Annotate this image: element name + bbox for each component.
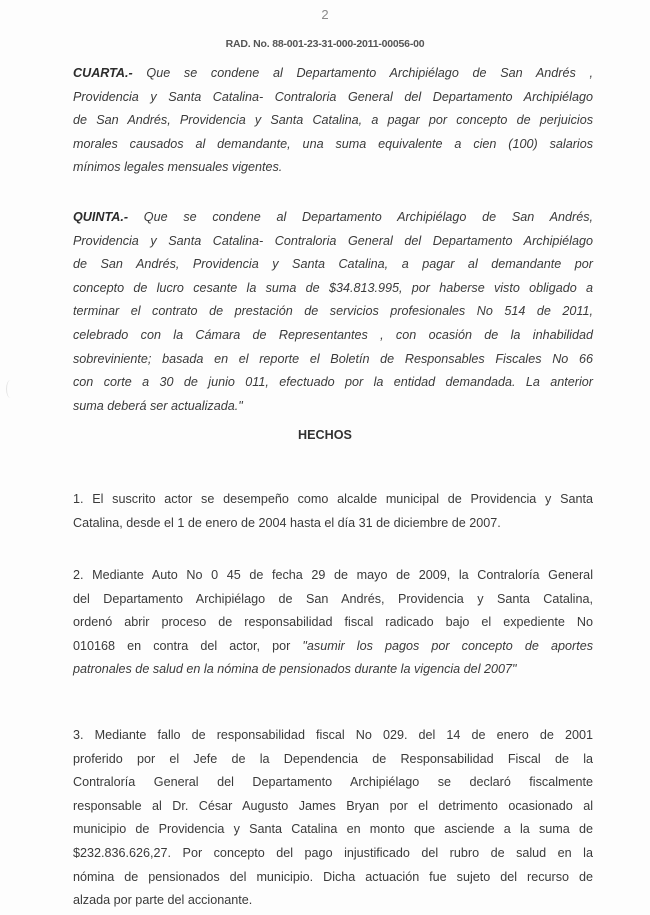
text-line: proferido por el Jefe de la Dependencia de Responsabilidad Fiscal de la xyxy=(73,751,593,766)
text-line: concepto de lucro cesante la suma de $34.813.995, por haberse visto obligado a xyxy=(73,280,593,295)
section-heading-hechos: HECHOS xyxy=(298,428,352,442)
text-line: de San Andrés, Providencia y Santa Catalina, a pagar al demandante por xyxy=(73,257,593,272)
text-line: suma deberá ser actualizada." xyxy=(73,398,243,413)
text-line: alzada por parte del accionante. xyxy=(73,893,253,908)
text-line: Providencia y Santa Catalina- Contraloria General del Departamento Archipiélago xyxy=(73,233,593,248)
pretension-label: CUARTA.- xyxy=(73,66,133,80)
text-line: 1. El suscrito actor se desempeño como alcalde municipal de Providencia y Santa xyxy=(73,492,593,506)
text-line: ordenó abrir proceso de responsabilidad fiscal radicado bajo el expediente No xyxy=(73,615,593,630)
pretension-cuarta xyxy=(73,62,593,180)
quoted-text: "asumir los pagos por concepto de aportes xyxy=(302,638,593,653)
text-line: CUARTA.- Que se condene al Departamento Archipiélago de San Andrés , xyxy=(73,66,593,80)
text-line: Providencia y Santa Catalina- Contraloria General del Departamento Archipiélago xyxy=(73,89,593,104)
quoted-text: patronales de salud en la nómina de pensionados durante la vigencia del 2007" xyxy=(73,662,517,677)
text-line: terminar el contrato de prestación de servicios profesionales No 514 de 2011, xyxy=(73,304,593,319)
text-line: celebrado con la Cámara de Representantes , con ocasión de la inhabilidad xyxy=(73,327,593,342)
text-line: Catalina, desde el 1 de enero de 2004 hasta el día 31 de diciembre de 2007. xyxy=(73,515,501,530)
pretension-quinta xyxy=(73,206,593,418)
text-line: $232.836.626,27. Por concepto del pago injustificado del rubro de salud en la xyxy=(73,845,593,860)
text-line: municipio de Providencia y Santa Catalina en monto que asciende a la suma de xyxy=(73,822,593,837)
text-line: QUINTA.- Que se condene al Departamento Archipiélago de San Andrés, xyxy=(73,210,593,224)
text-line: de San Andrés, Providencia y Santa Catalina, a pagar por concepto de perjuicios xyxy=(73,113,593,128)
text-line: sobreviniente; basada en el reporte el Boletín de Responsables Fiscales No 66 xyxy=(73,351,593,366)
text-line: Contraloría General del Departamento Archipiélago se declaró fiscalmente xyxy=(73,775,593,790)
text-line: 3. Mediante fallo de responsabilidad fiscal No 029. del 14 de enero de 2001 xyxy=(73,728,593,742)
text-line: 010168 en contra del actor, por "asumir los pagos por concepto de aportes xyxy=(73,638,593,653)
text-line: nómina de pensionados del municipio. Dicha actuación fue sujeto del recurso de xyxy=(73,869,593,884)
radicado-number: RAD. No. 88-001-23-31-000-2011-00056-00 xyxy=(225,38,425,50)
hecho-1 xyxy=(73,488,593,535)
text-line: morales causados al demandante, una suma equivalente a cien (100) salarios xyxy=(73,136,593,151)
text-line: del Departamento Archipiélago de San Andrés, Providencia y Santa Catalina, xyxy=(73,591,593,606)
text-line: mínimos legales mensuales vigentes. xyxy=(73,160,283,175)
text-line: con corte a 30 de junio 011, efectuado por la entidad demandada. La anterior xyxy=(73,375,593,390)
hecho-2 xyxy=(73,564,593,682)
pretension-label: QUINTA.- xyxy=(73,210,129,224)
page-number: 2 xyxy=(321,7,329,22)
hecho-3 xyxy=(73,724,593,913)
text-line: responsable al Dr. César Augusto James Bryan por el detrimento ocasionado al xyxy=(73,798,593,813)
scan-artifact xyxy=(6,380,15,398)
text-line: 2. Mediante Auto No 0 45 de fecha 29 de mayo de 2009, la Contraloría General xyxy=(73,568,593,582)
